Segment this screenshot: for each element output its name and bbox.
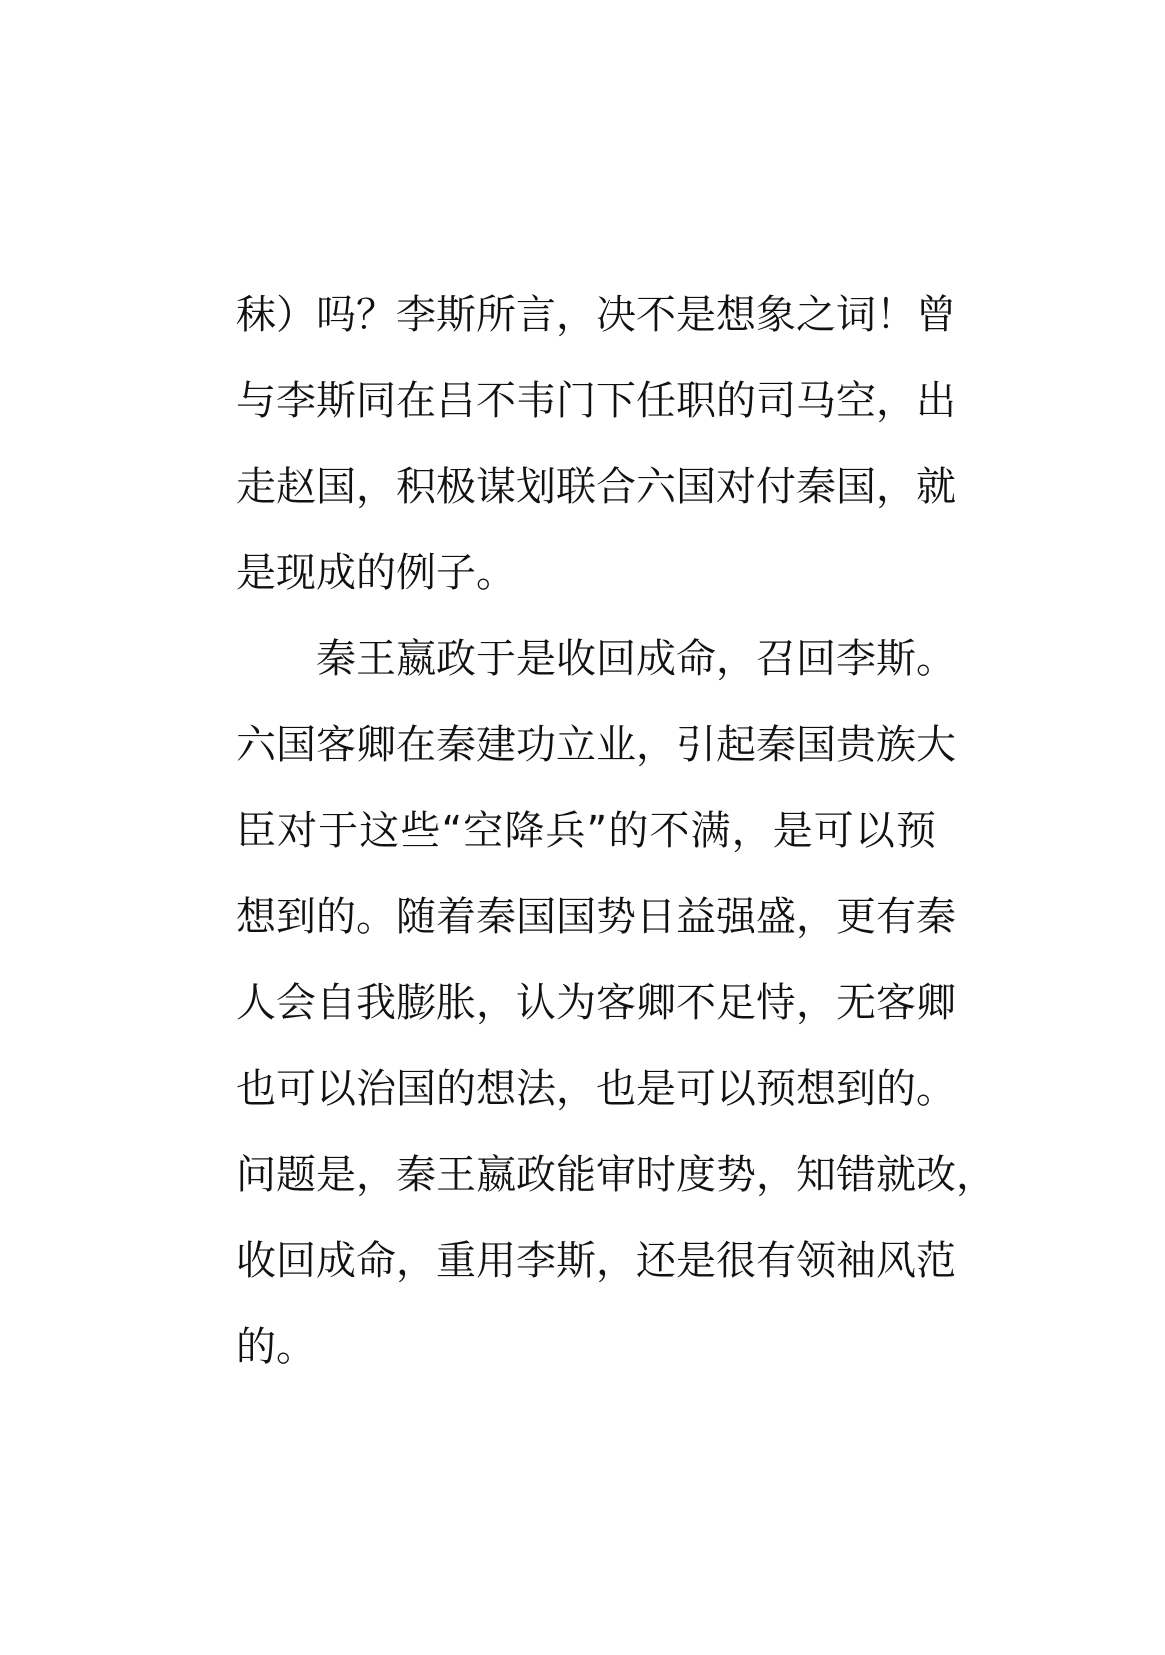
text-line-13: 的。 xyxy=(236,1324,316,1370)
text-line-2: 与李斯同在吕不韦门下任职的司马空，出 xyxy=(236,378,956,424)
text-line-4: 是现成的例子。 xyxy=(236,550,516,596)
text-line-12: 收回成命，重用李斯，还是很有领袖风范 xyxy=(236,1238,956,1284)
text-line-7: 臣对于这些“空降兵”的不满，是可以预 xyxy=(236,808,936,854)
text-line-9: 人会自我膨胀，认为客卿不足恃，无客卿 xyxy=(236,980,956,1026)
text-line-5: 秦王嬴政于是收回成命，召回李斯。 xyxy=(316,636,956,682)
text-line-3: 走赵国，积极谋划联合六国对付秦国，就 xyxy=(236,464,956,510)
text-line-10: 也可以治国的想法，也是可以预想到的。 xyxy=(236,1066,956,1112)
text-line-11: 问题是，秦王嬴政能审时度势，知错就改， xyxy=(236,1152,996,1198)
text-line-8: 想到的。随着秦国国势日益强盛，更有秦 xyxy=(236,894,956,940)
text-line-1: 秣）吗？李斯所言，决不是想象之词！曾 xyxy=(236,292,956,338)
body-text xyxy=(236,280,996,1398)
text-line-6: 六国客卿在秦建功立业，引起秦国贵族大 xyxy=(236,722,956,768)
